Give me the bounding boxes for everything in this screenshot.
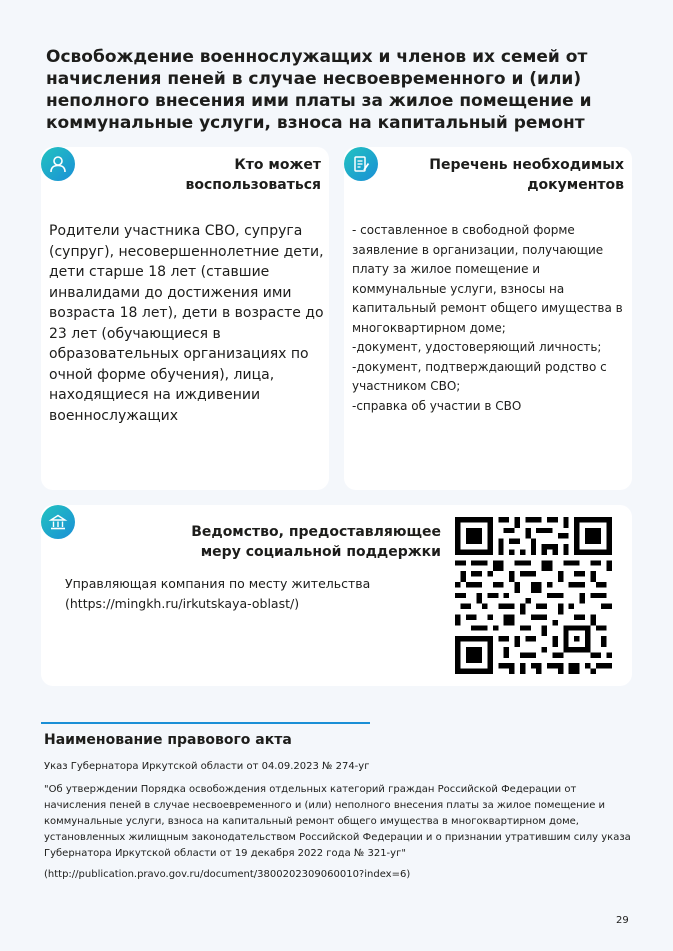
document-pen-icon xyxy=(344,147,378,181)
page-number: 29 xyxy=(616,915,629,926)
documents-card xyxy=(344,147,632,490)
legal-act-description: "Об утверждении Порядка освобождения отдельных категорий граждан Российской Федерации от начисления пеней в случае несвоевременного и (или) неполного внесения платы за жилое помещение и коммунальные услуги, взноса на капитальный ремонт общего имущества в многоквартирном доме, установленных жилищным законодательством Российской Федерации и о признании утратившим силу указа Губернатора Иркутской области от 19 декабря 2022 года № 321-уг" xyxy=(44,784,631,859)
page-title: Освобождение военнослужащих и членов их семей от начисления пеней в случае несвоевременного и (или) неполного внесения ими платы за жилое помещение и коммунальные услуги, взноса на капитальный ремонт xyxy=(46,47,592,133)
person-icon xyxy=(41,147,75,181)
qr-code-icon xyxy=(455,517,612,674)
institution-icon xyxy=(41,505,75,539)
legal-act-heading: Наименование правового акта xyxy=(44,732,292,748)
list-item: -документ, удостоверяющий личность; xyxy=(352,340,602,354)
list-item: -справка об участии в СВО xyxy=(352,398,522,413)
documents-list xyxy=(352,221,630,416)
department-text: Управляющая компания по месту жительства (https://mingkh.ru/irkutskaya-oblast/) xyxy=(65,576,371,611)
list-item: -документ, подтверждающий родство с участником СВО; xyxy=(352,359,607,393)
department-heading: Ведомство, предоставляющее меру социальной поддержки xyxy=(191,524,441,560)
list-item: - составленное в свободной форме заявление в организации, получающие плату за жилое помещение и коммунальные услуги, взносы на капитальный ремонт общего имущества в многоквартирном доме; xyxy=(352,223,623,335)
eligibility-text: Родители участника СВО, супруга (супруг), несовершеннолетние дети, дети старше 18 лет (ставшие инвалидами до достижения ими возраста 18 лет), дети в возрасте до 23 лет (обучающиеся в образовательных организациях по очной форме обучения), лица, находящиеся на иждивении военнослужащих xyxy=(49,223,324,424)
department-card xyxy=(41,505,632,686)
legal-act-link[interactable]: (http://publication.pravo.gov.ru/document/3800202309060010?index=6) xyxy=(44,869,411,880)
legal-act-title: Указ Губернатора Иркутской области от 04.09.2023 № 274-уг xyxy=(44,761,370,772)
section-divider xyxy=(41,722,370,724)
eligibility-heading: Кто может воспользоваться xyxy=(185,157,321,193)
eligibility-card xyxy=(41,147,329,490)
documents-heading: Перечень необходимых документов xyxy=(429,157,624,193)
